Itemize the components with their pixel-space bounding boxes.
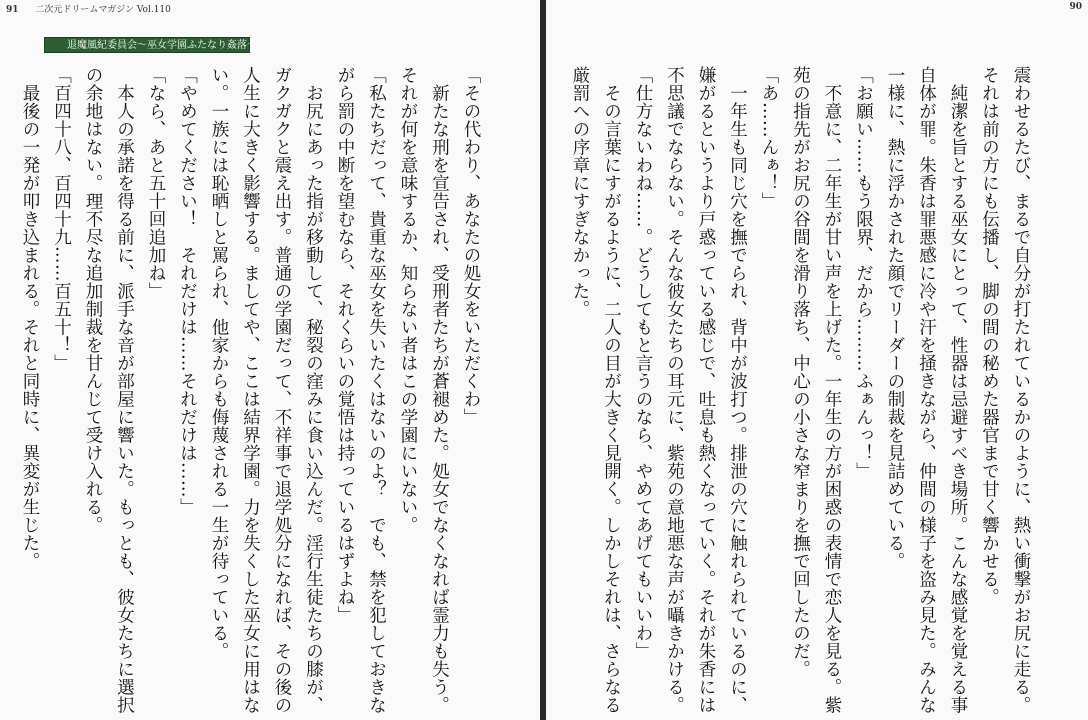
running-title: 二次元ドリームマガジン Vol.110 <box>35 5 171 15</box>
text-line: がら罰の中断を望むなら、それくらいの覚悟は持っているはずよね」 <box>335 66 355 624</box>
chapter-title-bar: 退魔風紀委員会～巫女学園ふたなり姦落～ <box>44 37 250 53</box>
left-page <box>0 0 540 720</box>
text-line: 嫌がるというより戸惑っている感じで、吐息も熱くなっていく。それが朱香には <box>696 66 716 714</box>
text-line: の余地はない。理不尽な追加制裁を甘んじて受け入れる。 <box>83 66 103 534</box>
right-page-header <box>1069 2 1082 12</box>
text-line: 「仕方ないわね……。どうしてもと言うのなら、やめてあげてもいいわ」 <box>633 66 653 660</box>
text-line: 「あ……んぁ！」 <box>759 66 779 210</box>
text-line: 震わせるたび、まるで自分が打たれているかのように、熱い衝撃がお尻に走る。 <box>1011 66 1031 714</box>
text-line: 「お願い……もう限界、だから………ふぁんっ！」 <box>853 66 874 480</box>
text-line: 最後の一発が叩き込まれる。それと同時に、異変が生じた。 <box>20 66 40 570</box>
text-line: 「なら、あと五十回追加ね」 <box>146 66 166 300</box>
text-line: それは前の方にも伝播し、脚の間の秘めた器官まで甘く響かせる。 <box>979 66 1000 606</box>
text-line: い。一族には恥晒しと罵られ、他家からも侮蔑される一生が待っている。 <box>209 66 229 660</box>
text-line: 人生に大きく影響する。ましてや、ここは結界学園。力を失くした巫女に用はな <box>240 66 261 714</box>
text-line: その言葉にすがるように、二人の目が大きく見開く。しかしそれは、さらなる <box>601 66 622 714</box>
text-line: 一年生も同じ穴を撫でられ、背中が波打つ。排泄の穴に触れられているのに、 <box>727 66 748 714</box>
text-line: 「やめてください！ それだけは……それだけは……」 <box>177 66 198 516</box>
right-page <box>546 0 1088 720</box>
right-page-number: 90 <box>1069 2 1082 12</box>
left-page-header <box>6 2 171 15</box>
text-line: 「私たちだって、貴重な巫女を失いたくはないのよ？ でも、禁を犯しておきな <box>366 66 387 714</box>
text-line: それが何を意味するか、知らない者はこの学園にいない。 <box>398 66 418 534</box>
text-line: 自体が罪。朱香は罪悪感に冷や汗を掻きながら、仲間の様子を盗み見た。みんな <box>916 66 937 714</box>
text-line: 厳罰への序章にすぎなかった。 <box>570 66 590 318</box>
left-body-text <box>14 66 487 714</box>
text-line: 不思議でならない。そんな彼女たちの耳元に、紫苑の意地悪な声が囁きかける。 <box>664 66 685 714</box>
text-line: ガクガクと震え出す。普通の学園だって、不祥事で退学処分になれば、その後の <box>272 66 292 714</box>
text-line: 純潔を旨とする巫女にとって、性器は忌避すべき場所。こんな感覚を覚える事 <box>948 66 968 714</box>
text-line: 本人の承諾を得る前に、派手な音が部屋に響いた。もっとも、彼女たちに選択 <box>114 66 135 714</box>
left-page-number: 91 <box>6 5 19 15</box>
text-line: 「その代わり、あなたの処女をいただくわ」 <box>461 66 481 426</box>
text-line: お尻にあった指が移動して、秘裂の窪みに食い込んだ。淫行生徒たちの膝が、 <box>303 66 324 714</box>
text-line: 新たな刑を宣告され、受刑者たちが蒼褪めた。処女でなくなれば霊力も失う。 <box>429 66 450 714</box>
text-line: 不意に、二年生が甘い声を上げた。一年生の方が困惑の表情で恋人を見る。紫 <box>822 66 842 714</box>
text-line: 苑の指先がお尻の谷間を滑り落ち、中心の小さな窄まりを撫で回したのだ。 <box>790 66 811 678</box>
text-line: 一様に、熱に浮かされた顔でリーダーの制裁を見詰めている。 <box>885 66 905 570</box>
text-line: 「百四十八、百四十九……百五十！」 <box>51 66 72 372</box>
right-body-text <box>564 66 1037 714</box>
